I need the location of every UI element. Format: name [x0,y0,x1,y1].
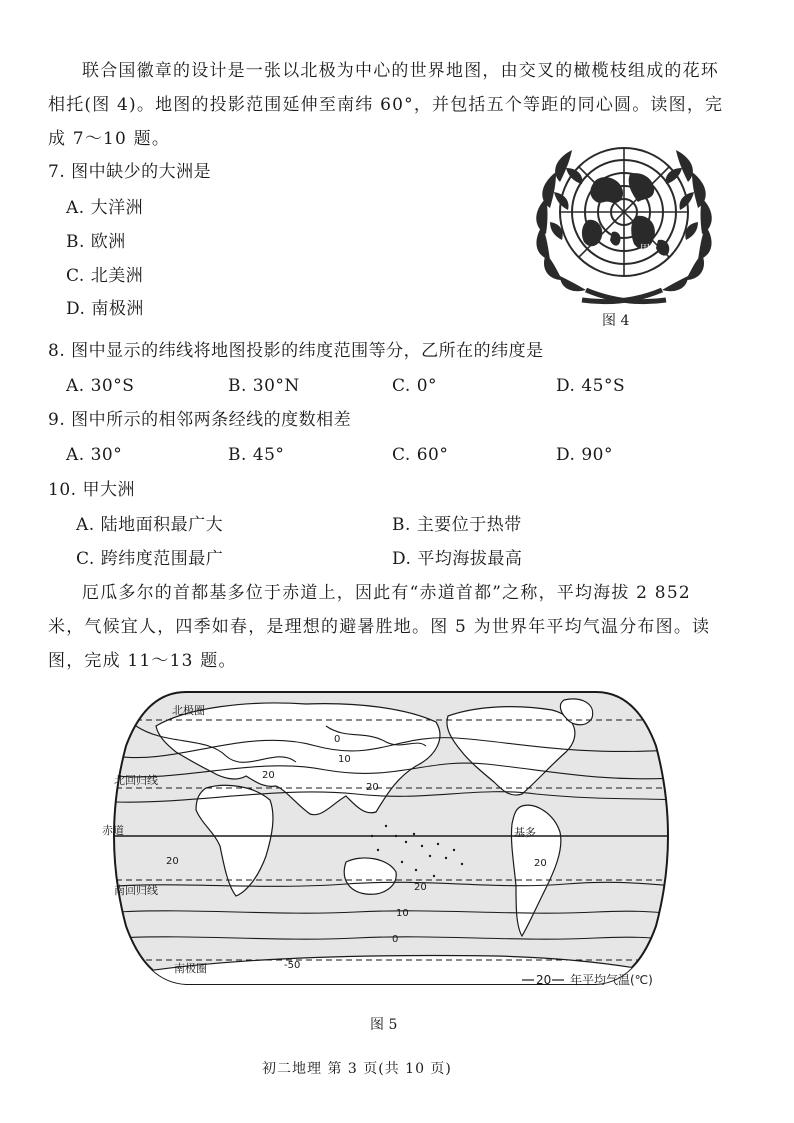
world-temperature-map [96,686,696,1002]
isotherm-label-1: 0 [334,734,341,745]
q10-option-c: C. 跨纬度范围最广 [76,549,224,569]
q8-option-a: A. 30°S [66,376,135,396]
q7-option-c: C. 北美洲 [66,266,144,286]
figure4-caption: 图 4 [602,313,630,329]
intro-paragraph-2: 厄瓜多尔的首都基多位于赤道上，因此有“赤道首都”之称，平均海拔 2 852 米，气候宜人，四季如春，是理想的避暑胜地。图 5 为世界年平均气温分布图。读图，完成 11～13 题。 [48,583,711,671]
temperature-legend [520,970,670,990]
label-equator: 赤道 [102,824,124,837]
isotherm-label-2: 10 [338,754,351,765]
un-emblem-jia-label: 甲 [640,244,650,255]
figure5-caption: 图 5 [370,1017,398,1033]
label-tropic-capricorn: 南回归线 [114,884,158,897]
isotherm-label-6: 20 [534,858,547,869]
q9-option-b: B. 45° [228,445,285,465]
q8-option-d: D. 45°S [556,376,626,396]
isotherm-label-4: 20 [166,856,179,867]
isotherm-label-10: 20 [262,770,275,781]
q10-stem: 10. 甲大洲 [48,480,135,500]
label-antarctic-circle: 南极圈 [174,962,207,975]
legend-value: 20 [536,973,552,987]
un-emblem-figure [526,128,722,306]
q8-option-b: B. 30°N [228,376,300,396]
label-arctic-circle: 北极圈 [172,704,205,717]
q8-stem: 8. 图中显示的纬线将地图投影的纬度范围等分，乙所在的纬度是 [48,341,544,361]
q9-stem: 9. 图中所示的相邻两条经线的度数相差 [48,410,352,430]
q8-option-c: C. 0° [392,376,438,396]
q7-option-b: B. 欧洲 [66,232,126,252]
label-quito: 基多 [514,826,536,839]
legend-label: 年平均气温(℃) [570,973,653,987]
q7-stem: 7. 图中缺少的大洲是 [48,162,212,182]
intro-paragraph-1: 联合国徽章的设计是一张以北极为中心的世界地图，由交叉的橄榄枝组成的花环相托(图 4)。地图的投影范围延伸至南纬 60°，并包括五个等距的同心圆。读图，完成 7～10 题。 [48,61,724,149]
q9-option-c: C. 60° [392,445,449,465]
label-tropic-cancer: 北回归线 [114,774,158,787]
isotherm-label-8: 0 [392,934,399,945]
isotherm-label-7: 10 [396,908,409,919]
q7-option-d: D. 南极洲 [66,299,144,319]
page-footer: 初二地理 第 3 页(共 10 页) [262,1061,452,1077]
isotherm-label-9: -50 [284,960,301,971]
isotherm-label-3: 20 [366,782,379,793]
q9-option-d: D. 90° [556,445,613,465]
isotherm-label-5: 20 [414,882,427,893]
q7-option-a: A. 大洋洲 [66,198,144,218]
q10-option-a: A. 陆地面积最广大 [76,515,224,535]
q9-option-a: A. 30° [66,445,123,465]
q10-option-b: B. 主要位于热带 [392,515,522,535]
q10-option-d: D. 平均海拔最高 [392,549,523,569]
